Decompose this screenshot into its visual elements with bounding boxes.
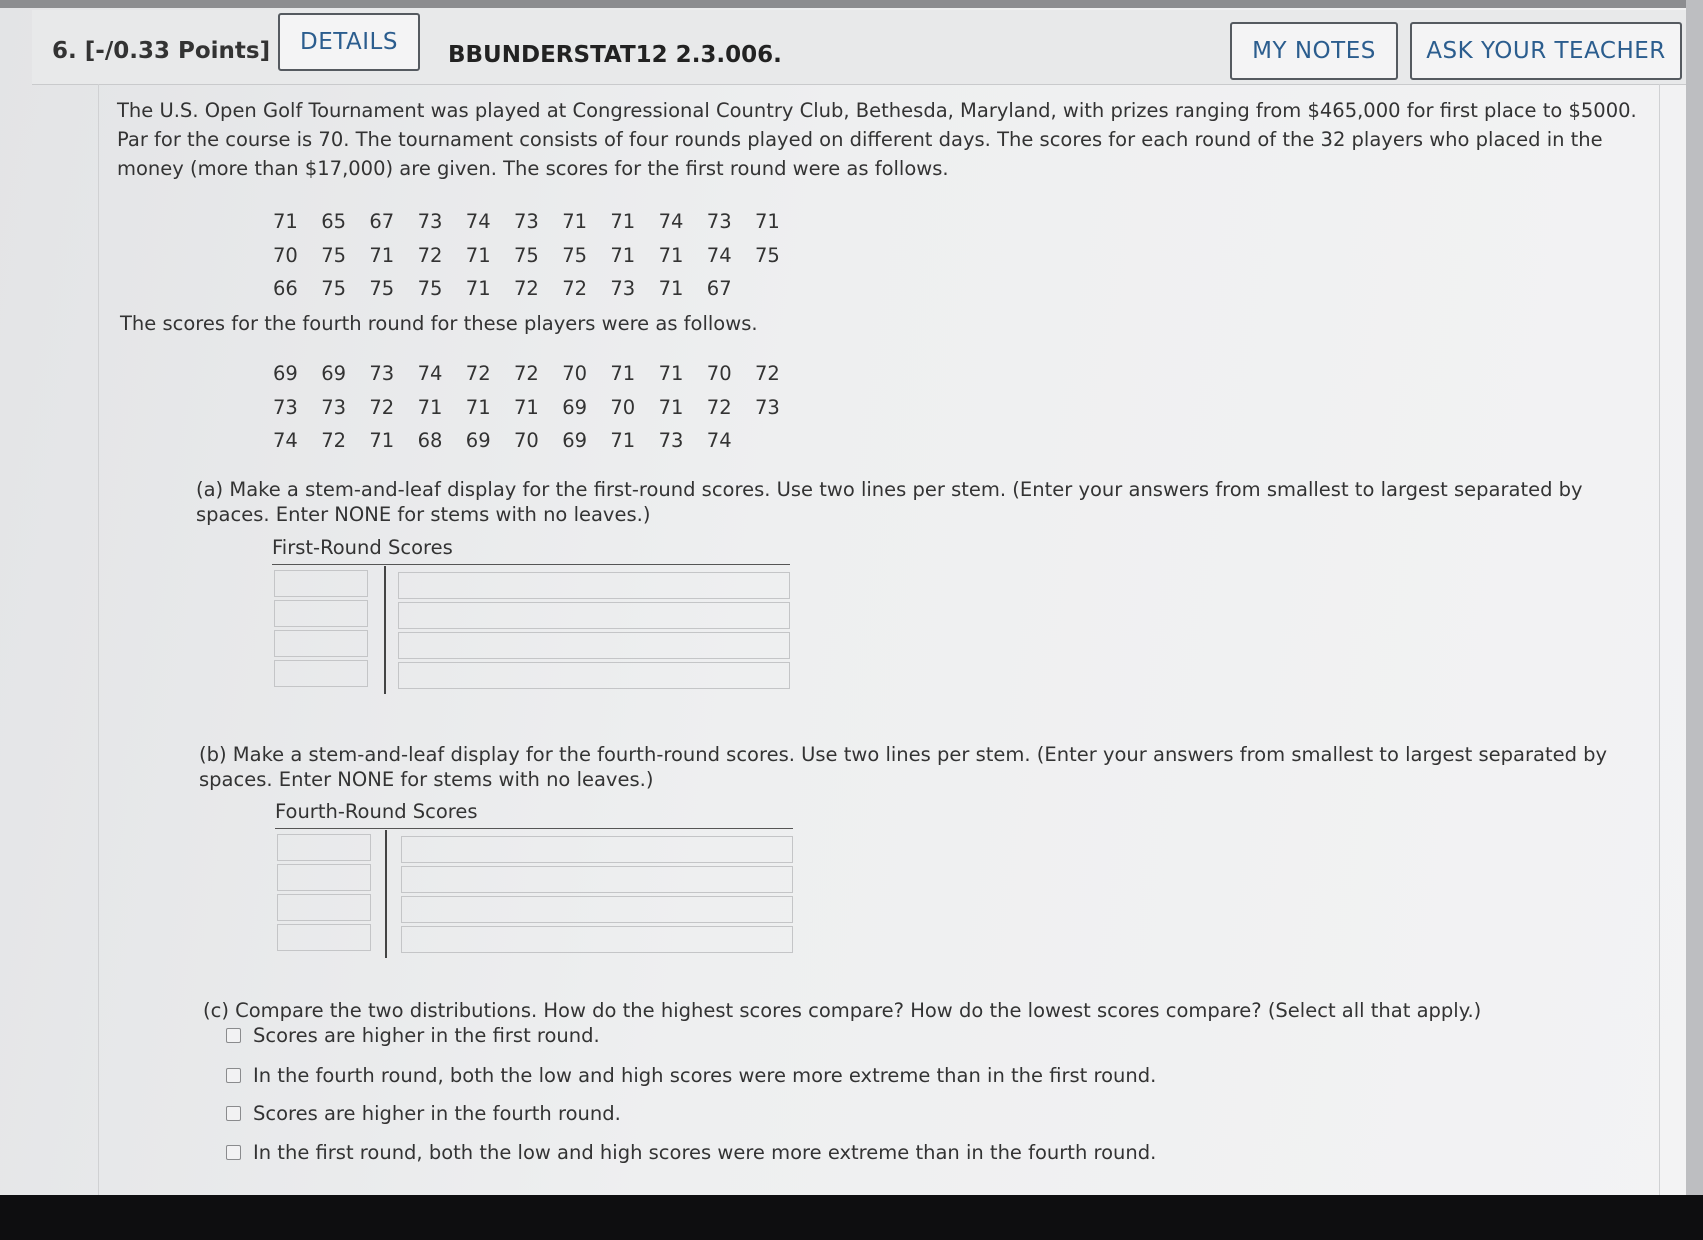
score-value: 71 — [658, 362, 684, 385]
score-value: 72 — [369, 395, 395, 419]
score-value: 71 — [610, 210, 636, 233]
score-value: 69 — [273, 362, 298, 385]
stem-leaf-divider — [384, 566, 386, 694]
stem-input-3[interactable] — [277, 894, 371, 921]
score-value: 67 — [706, 277, 732, 300]
score-value: 71 — [610, 362, 636, 385]
score-value: 65 — [321, 210, 347, 233]
score-value: 71 — [465, 277, 491, 300]
stem-input-1[interactable] — [274, 570, 368, 597]
details-button[interactable]: DETAILS — [278, 13, 420, 71]
part-b-prompt: (b) Make a stem-and-leaf display for the fourth-round scores. Use two lines per stem. (Enter your answers from smallest to largest separated by spaces. Enter NONE for stems with no leaves.) — [199, 743, 1608, 791]
score-value: 70 — [273, 243, 298, 267]
score-value: 71 — [610, 243, 636, 267]
score-value: 75 — [562, 243, 588, 267]
score-value: 72 — [706, 395, 732, 419]
stem-input-3[interactable] — [274, 630, 368, 657]
score-value: 75 — [514, 243, 539, 267]
score-value: 74 — [706, 429, 732, 452]
ask-your-teacher-button[interactable]: ASK YOUR TEACHER — [1410, 22, 1682, 80]
score-value: 75 — [321, 243, 347, 267]
score-value: 72 — [465, 362, 491, 385]
question-code: BBUNDERSTAT12 2.3.006. — [448, 42, 782, 68]
score-value: 72 — [514, 362, 539, 385]
score-value: 72 — [755, 362, 780, 385]
score-value: 72 — [321, 429, 347, 452]
score-value: 75 — [755, 243, 780, 267]
stem-input-1[interactable] — [277, 834, 371, 861]
leaf-input-2[interactable] — [398, 602, 790, 629]
leaf-input-2[interactable] — [401, 866, 793, 893]
score-value: 69 — [562, 395, 588, 419]
leaf-input-3[interactable] — [401, 896, 793, 923]
score-value: 71 — [369, 429, 395, 452]
score-value: 74 — [706, 243, 732, 267]
score-value: 71 — [514, 395, 539, 419]
score-value: 72 — [514, 277, 539, 300]
score-value: 71 — [465, 395, 491, 419]
score-value: 73 — [610, 277, 636, 300]
option-label: Scores are higher in the first round. — [253, 1024, 600, 1047]
leaf-input-4[interactable] — [401, 926, 793, 953]
score-value: 75 — [321, 277, 347, 300]
score-value: 73 — [417, 210, 443, 233]
option-label: In the fourth round, both the low and high scores were more extreme than in the first round. — [253, 1064, 1157, 1087]
checkbox[interactable] — [226, 1028, 241, 1043]
first-round-table-title: First-Round Scores — [272, 536, 453, 559]
leaf-input-1[interactable] — [401, 836, 793, 863]
checkbox[interactable] — [226, 1106, 241, 1121]
question-number-points — [52, 38, 270, 64]
option-first-more-extreme[interactable] — [226, 1141, 1156, 1164]
option-label: Scores are higher in the fourth round. — [253, 1102, 621, 1125]
score-value: 72 — [562, 277, 588, 300]
monitor-bezel — [0, 1195, 1703, 1240]
stem-input-4[interactable] — [277, 924, 371, 951]
score-value: 75 — [369, 277, 395, 300]
score-value: 70 — [562, 362, 588, 385]
table-header-rule — [272, 564, 790, 565]
option-fourth-more-extreme[interactable] — [226, 1064, 1156, 1087]
checkbox[interactable] — [226, 1145, 241, 1160]
score-value: 71 — [273, 210, 298, 233]
score-value: 71 — [658, 277, 684, 300]
score-value: 73 — [658, 429, 684, 452]
right-edge — [1686, 0, 1703, 1195]
score-value: 71 — [369, 243, 395, 267]
score-value: 70 — [514, 429, 539, 452]
score-value: 69 — [465, 429, 491, 452]
question-number: 6. — [52, 38, 77, 64]
score-value: 74 — [658, 210, 684, 233]
checkbox[interactable] — [226, 1068, 241, 1083]
fourth-round-table-title: Fourth-Round Scores — [275, 800, 478, 823]
leaf-input-1[interactable] — [398, 572, 790, 599]
top-strip — [0, 0, 1703, 8]
part-a-prompt: (a) Make a stem-and-leaf display for the first-round scores. Use two lines per stem. (Enter your answers from smallest to largest separated by spaces. Enter NONE for stems with no leaves.) — [196, 478, 1583, 526]
first-round-stem-leaf-table — [272, 536, 790, 696]
option-label: In the first round, both the low and high scores were more extreme than in the fourth round. — [253, 1141, 1157, 1164]
fourth-round-stem-leaf-table — [275, 800, 793, 960]
score-value: 71 — [562, 210, 588, 233]
stem-input-2[interactable] — [277, 864, 371, 891]
leaf-input-3[interactable] — [398, 632, 790, 659]
score-value: 74 — [417, 362, 443, 385]
leaf-input-4[interactable] — [398, 662, 790, 689]
score-value: 73 — [755, 395, 780, 419]
problem-intro: The U.S. Open Golf Tournament was played at Congressional Country Club, Bethesda, Maryland, with prizes ranging from $465,000 for first place to $5000. Par for the course is 70. The tournament consists of four rounds played on different days. The scores for each round of the 32 players who placed in the money (more than $17,000) are given. The scores for the first round were as follows. — [117, 99, 1637, 180]
my-notes-button[interactable]: MY NOTES — [1230, 22, 1398, 80]
fourth-round-intro: The scores for the fourth round for these players were as follows. — [120, 312, 758, 335]
score-value: 74 — [465, 210, 491, 233]
score-value: 73 — [514, 210, 539, 233]
score-value: 71 — [658, 243, 684, 267]
score-value: 73 — [273, 395, 298, 419]
score-value: 68 — [417, 429, 443, 452]
option-fourth-round-higher[interactable] — [226, 1102, 621, 1125]
score-value: 70 — [706, 362, 732, 385]
question-header — [32, 10, 1686, 85]
score-value: 71 — [417, 395, 443, 419]
score-value: 69 — [321, 362, 347, 385]
score-value: 71 — [755, 210, 780, 233]
score-value: 67 — [369, 210, 395, 233]
score-value: 73 — [369, 362, 395, 385]
score-value: 69 — [562, 429, 588, 452]
table-header-rule — [275, 828, 793, 829]
score-value: 66 — [273, 277, 298, 300]
part-c-prompt: (c) Compare the two distributions. How do the highest scores compare? How do the lowest scores compare? (Select all that apply.) — [203, 999, 1482, 1022]
stem-input-2[interactable] — [274, 600, 368, 627]
score-value: 73 — [321, 395, 347, 419]
option-first-round-higher[interactable] — [226, 1024, 600, 1047]
score-value: 72 — [417, 243, 443, 267]
score-value: 71 — [610, 429, 636, 452]
stem-input-4[interactable] — [274, 660, 368, 687]
stem-leaf-divider — [385, 830, 387, 958]
question-points: [-/0.33 Points] — [84, 38, 271, 64]
score-value: 73 — [706, 210, 732, 233]
score-value: 74 — [273, 429, 298, 452]
score-value: 70 — [610, 395, 636, 419]
score-value: 75 — [417, 277, 443, 300]
score-value: 71 — [465, 243, 491, 267]
score-value: 71 — [658, 395, 684, 419]
